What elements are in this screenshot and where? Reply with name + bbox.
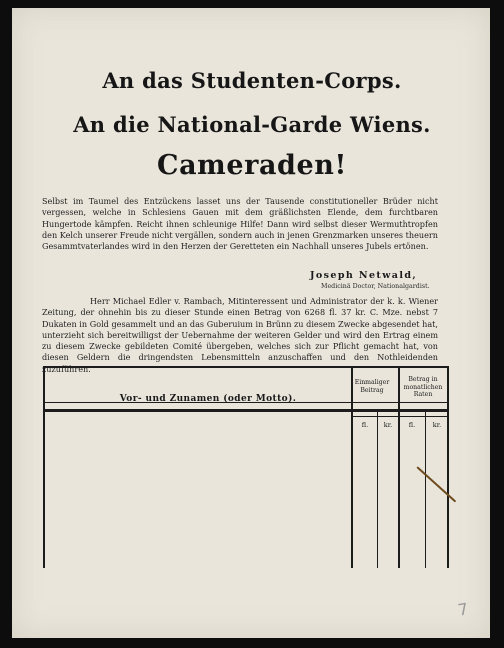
unit-fl-monthly: fl. <box>408 421 416 429</box>
unit-kr-monthly: kr. <box>432 421 442 429</box>
column-divider-once <box>377 409 378 568</box>
heading-student-corps: An das Studenten-Corps. <box>102 68 402 93</box>
donation-table <box>43 366 449 568</box>
column-header-name: Vor- und Zunamen (oder Motto). <box>119 394 297 404</box>
collection-paragraph: Herr Michael Edler v. Rambach, Mitinteressent und Administrator der k. k. Wiener Zeitung, der ohnehin bis zu dieser Stunde einen Betrag von 6268 fl. 37 kr. C. Mze. nebst 7 Dukaten in Gold gesammelt und an das Guberuium in Brünn zu diesem Zwecke abgesendet hat, unterzieht sich bereitwilligst der Uebernahme der weiteren Gelder und wird den Ertrag einem zu diesem Zwecke gebildeten Comité übergeben, welches sich zur Pflicht gemacht hat, von diesen Geldern die dringendsten Lebensmitteln anzuschaffen und den Nothleidenden zuzuführen. <box>42 296 438 374</box>
subheader-rule <box>351 416 449 417</box>
header-bottom-rule <box>43 409 449 412</box>
heading-comrades: Cameraden! <box>157 150 347 181</box>
appeal-paragraph: Selbst im Taumel des Entzückens lasset uns der Tausende constitutioneller Brüder nicht vergessen, welche in Schlesiens Gauen mit dem gräßlichsten Elende, dem furchtbaren Hungertode kämpfen. Reicht ihnen schleunige Hilfe! Dann wird selbst dieser Wermuthtropfen den Kelch unserer Freude nicht vergällen, sondern auch in jenen Grenzmarken unseres theuern Gesammtvaterlandes wird in den Herzen der Geretteten ein Nachhall unseres Jubels ertönen. <box>42 196 438 252</box>
unit-kr-once: kr. <box>383 421 393 429</box>
pencil-mark: 7 <box>456 599 470 620</box>
signature-title: Medicinä Doctor, Nationalgardist. <box>321 283 430 290</box>
signature-name: Joseph Netwald, <box>310 270 418 281</box>
column-divider-rates <box>425 409 426 568</box>
unit-fl-once: fl. <box>361 421 369 429</box>
column-divider-name <box>351 366 353 568</box>
heading-national-guard: An die National-Garde Wiens. <box>73 112 431 137</box>
column-header-monthly: Betrag in monatlichen Raten <box>403 376 443 398</box>
column-header-once: Einmaliger Beitrag <box>354 379 390 394</box>
